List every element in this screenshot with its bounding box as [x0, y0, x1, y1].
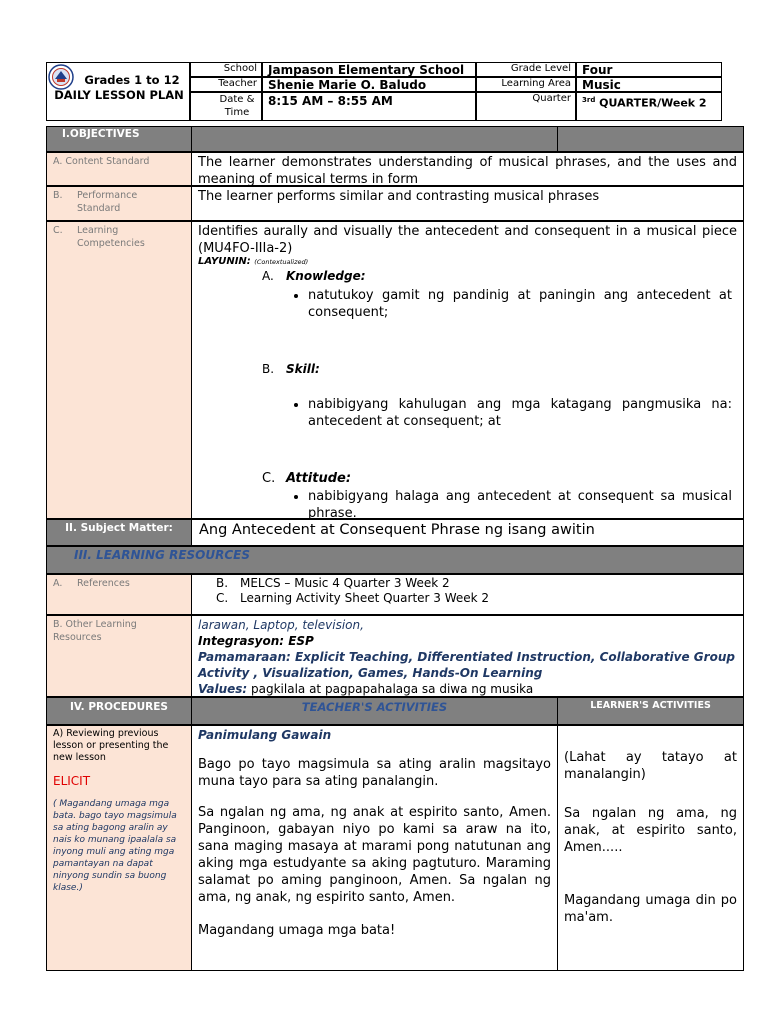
ref-c: Learning Activity Sheet Quarter 3 Week 2 [240, 591, 490, 605]
competencies-text: Identifies aurally and visually the antecedent and consequent in a musical piece (MU4FO-IIIa-2) [198, 224, 737, 256]
skill-letter: B. [262, 362, 275, 376]
attitude-letter: C. [262, 471, 276, 486]
attitude-item [280, 487, 738, 523]
layunin-line [198, 256, 308, 267]
grade-value: Four [576, 62, 722, 77]
teacher-line-3: Magandang umaga mga bata! [198, 923, 396, 938]
ref-b-letter: B. [216, 576, 229, 590]
competencies-label: C. Learning Competencies [46, 221, 192, 519]
ref-b: MELCS – Music 4 Quarter 3 Week 2 [240, 576, 450, 590]
ref-c-letter: C. [216, 591, 229, 605]
objectives-band-divider-1 [191, 126, 192, 152]
content-standard-label: A. Content Standard [46, 152, 192, 186]
panimula: Panimulang Gawain [198, 728, 332, 742]
area-value: Music [576, 77, 722, 92]
performance-standard-text: The learner performs similar and contrasting musical phrases [191, 186, 744, 221]
knowledge-bullet: • natutukoy gamit ng pandinig at paningin ang antecedent at consequent; [308, 287, 732, 321]
step-label: A) Reviewing previous lesson or presenting the new lesson [53, 728, 169, 763]
skill-item [280, 395, 738, 431]
learner-line-1: (Lahat ay tatayo at manalangin) [564, 750, 737, 782]
quarter-value [576, 92, 722, 121]
skill-bullet: • nabibigyang kahulugan ang mga katagang pangmusika na: antecedent at consequent; at [308, 396, 732, 430]
attitude-bullet: • nabibigyang halaga ang antecedent at consequent sa musical phrase. [308, 488, 732, 522]
knowledge-letter: A. [262, 269, 274, 283]
procedures-heading: IV. PROCEDURES [46, 697, 192, 725]
layunin-note: (Contextualized) [254, 258, 309, 266]
knowledge-heading [262, 269, 366, 283]
objectives-heading: I.OBJECTIVES [62, 128, 140, 140]
datetime-value: 8:15 AM – 8:55 AM [262, 92, 476, 121]
pamamaraan: Pamamaraan: Explicit Teaching, Differentiated Instruction, Collaborative Group Activity , Visualization, Games, Hands-On Learning [198, 650, 735, 680]
step-label-cell [46, 725, 192, 971]
other-resources-label: B. Other Learning Resources [46, 615, 192, 697]
school-value: Jampason Elementary School [262, 62, 476, 77]
attitude-label: Attitude: [286, 471, 352, 486]
content-standard-text: The learner demonstrates understanding of musical phrases, and the uses and meaning of musical terms in form [191, 152, 744, 186]
values-text: pagkilala at pagpapahalaga sa diwa ng musika [247, 682, 534, 696]
performance-standard-label: B. Performance Standard [46, 186, 192, 221]
learner-activities-cell [557, 725, 744, 971]
school-label: School [190, 62, 262, 77]
resources-heading: III. LEARNING RESOURCES [74, 548, 250, 562]
title-line1: Grades 1 to 12 [84, 73, 180, 87]
learner-line-2: Sa ngalan ng ama, ng anak, at espirito santo, Amen..... [564, 806, 737, 855]
teacher-label: Teacher [190, 77, 262, 92]
quarter-label: Quarter [476, 92, 576, 121]
materials: larawan, Laptop, television, [198, 618, 364, 632]
skill-label: Skill: [286, 362, 320, 376]
layunin-label: LAYUNIN: [198, 256, 251, 267]
integrasyon: Integrasyon: ESP [198, 634, 314, 648]
performance-label-text: Performance Standard [77, 190, 138, 214]
quarter-text: QUARTER/Week 2 [595, 96, 707, 110]
learner-line-3: Magandang umaga din po ma'am. [564, 893, 737, 925]
header-title [50, 73, 188, 103]
datetime-label-text: Date & Time [219, 94, 255, 118]
teacher-heading: TEACHER'S ACTIVITIES [191, 697, 558, 725]
elicit-label: ELICIT [53, 774, 91, 788]
title-line2: DAILY LESSON PLAN [54, 88, 184, 102]
step-note: ( Magandang umaga mga bata. bago tayo magsimula sa ating bagong aralin ay nais ko munang ipaalala sa inyong muli ang ating mga pamantayan na dapat ninyong sundin sa buong klase.) [53, 799, 177, 893]
datetime-label [190, 92, 262, 121]
area-label: Learning Area [476, 77, 576, 92]
teacher-activities-cell [191, 725, 558, 971]
quarter-sup: 3rd [582, 96, 596, 104]
learner-heading: LEARNER'S ACTIVITIES [557, 697, 744, 725]
values-line [198, 681, 737, 697]
grade-label: Grade Level [476, 62, 576, 77]
other-resources-cell [191, 615, 744, 697]
knowledge-label: Knowledge: [286, 269, 366, 283]
objectives-band [46, 126, 744, 152]
skill-heading [262, 362, 320, 376]
teacher-line-1: Bago po tayo magsimula sa ating aralin magsitayo muna tayo para sa ating panalangin. [198, 757, 551, 789]
objectives-band-divider-2 [557, 126, 558, 152]
references-label: A. References [46, 574, 192, 615]
references-cell [191, 574, 744, 615]
subject-heading: II. Subject Matter: [46, 519, 192, 546]
teacher-line-2: Sa ngalan ng ama, ng anak at espirito santo, Amen. Panginoon, gabayan niyo po kami sa araw na ito, sana maging masaya at marami pong natutunan ang aking mga estudyante sa aking pagtuturo. Maraming salamat po aming panginoon, Amen. Sa ngalan ng ama, ng anak, ng espirito santo, Amen. [198, 805, 551, 905]
knowledge-item [280, 286, 738, 322]
subject-text: Ang Antecedent at Consequent Phrase ng isang awitin [191, 519, 744, 546]
teacher-value: Shenie Marie O. Baludo [262, 77, 476, 92]
values-label: Values: [198, 682, 248, 696]
attitude-heading [262, 471, 351, 486]
